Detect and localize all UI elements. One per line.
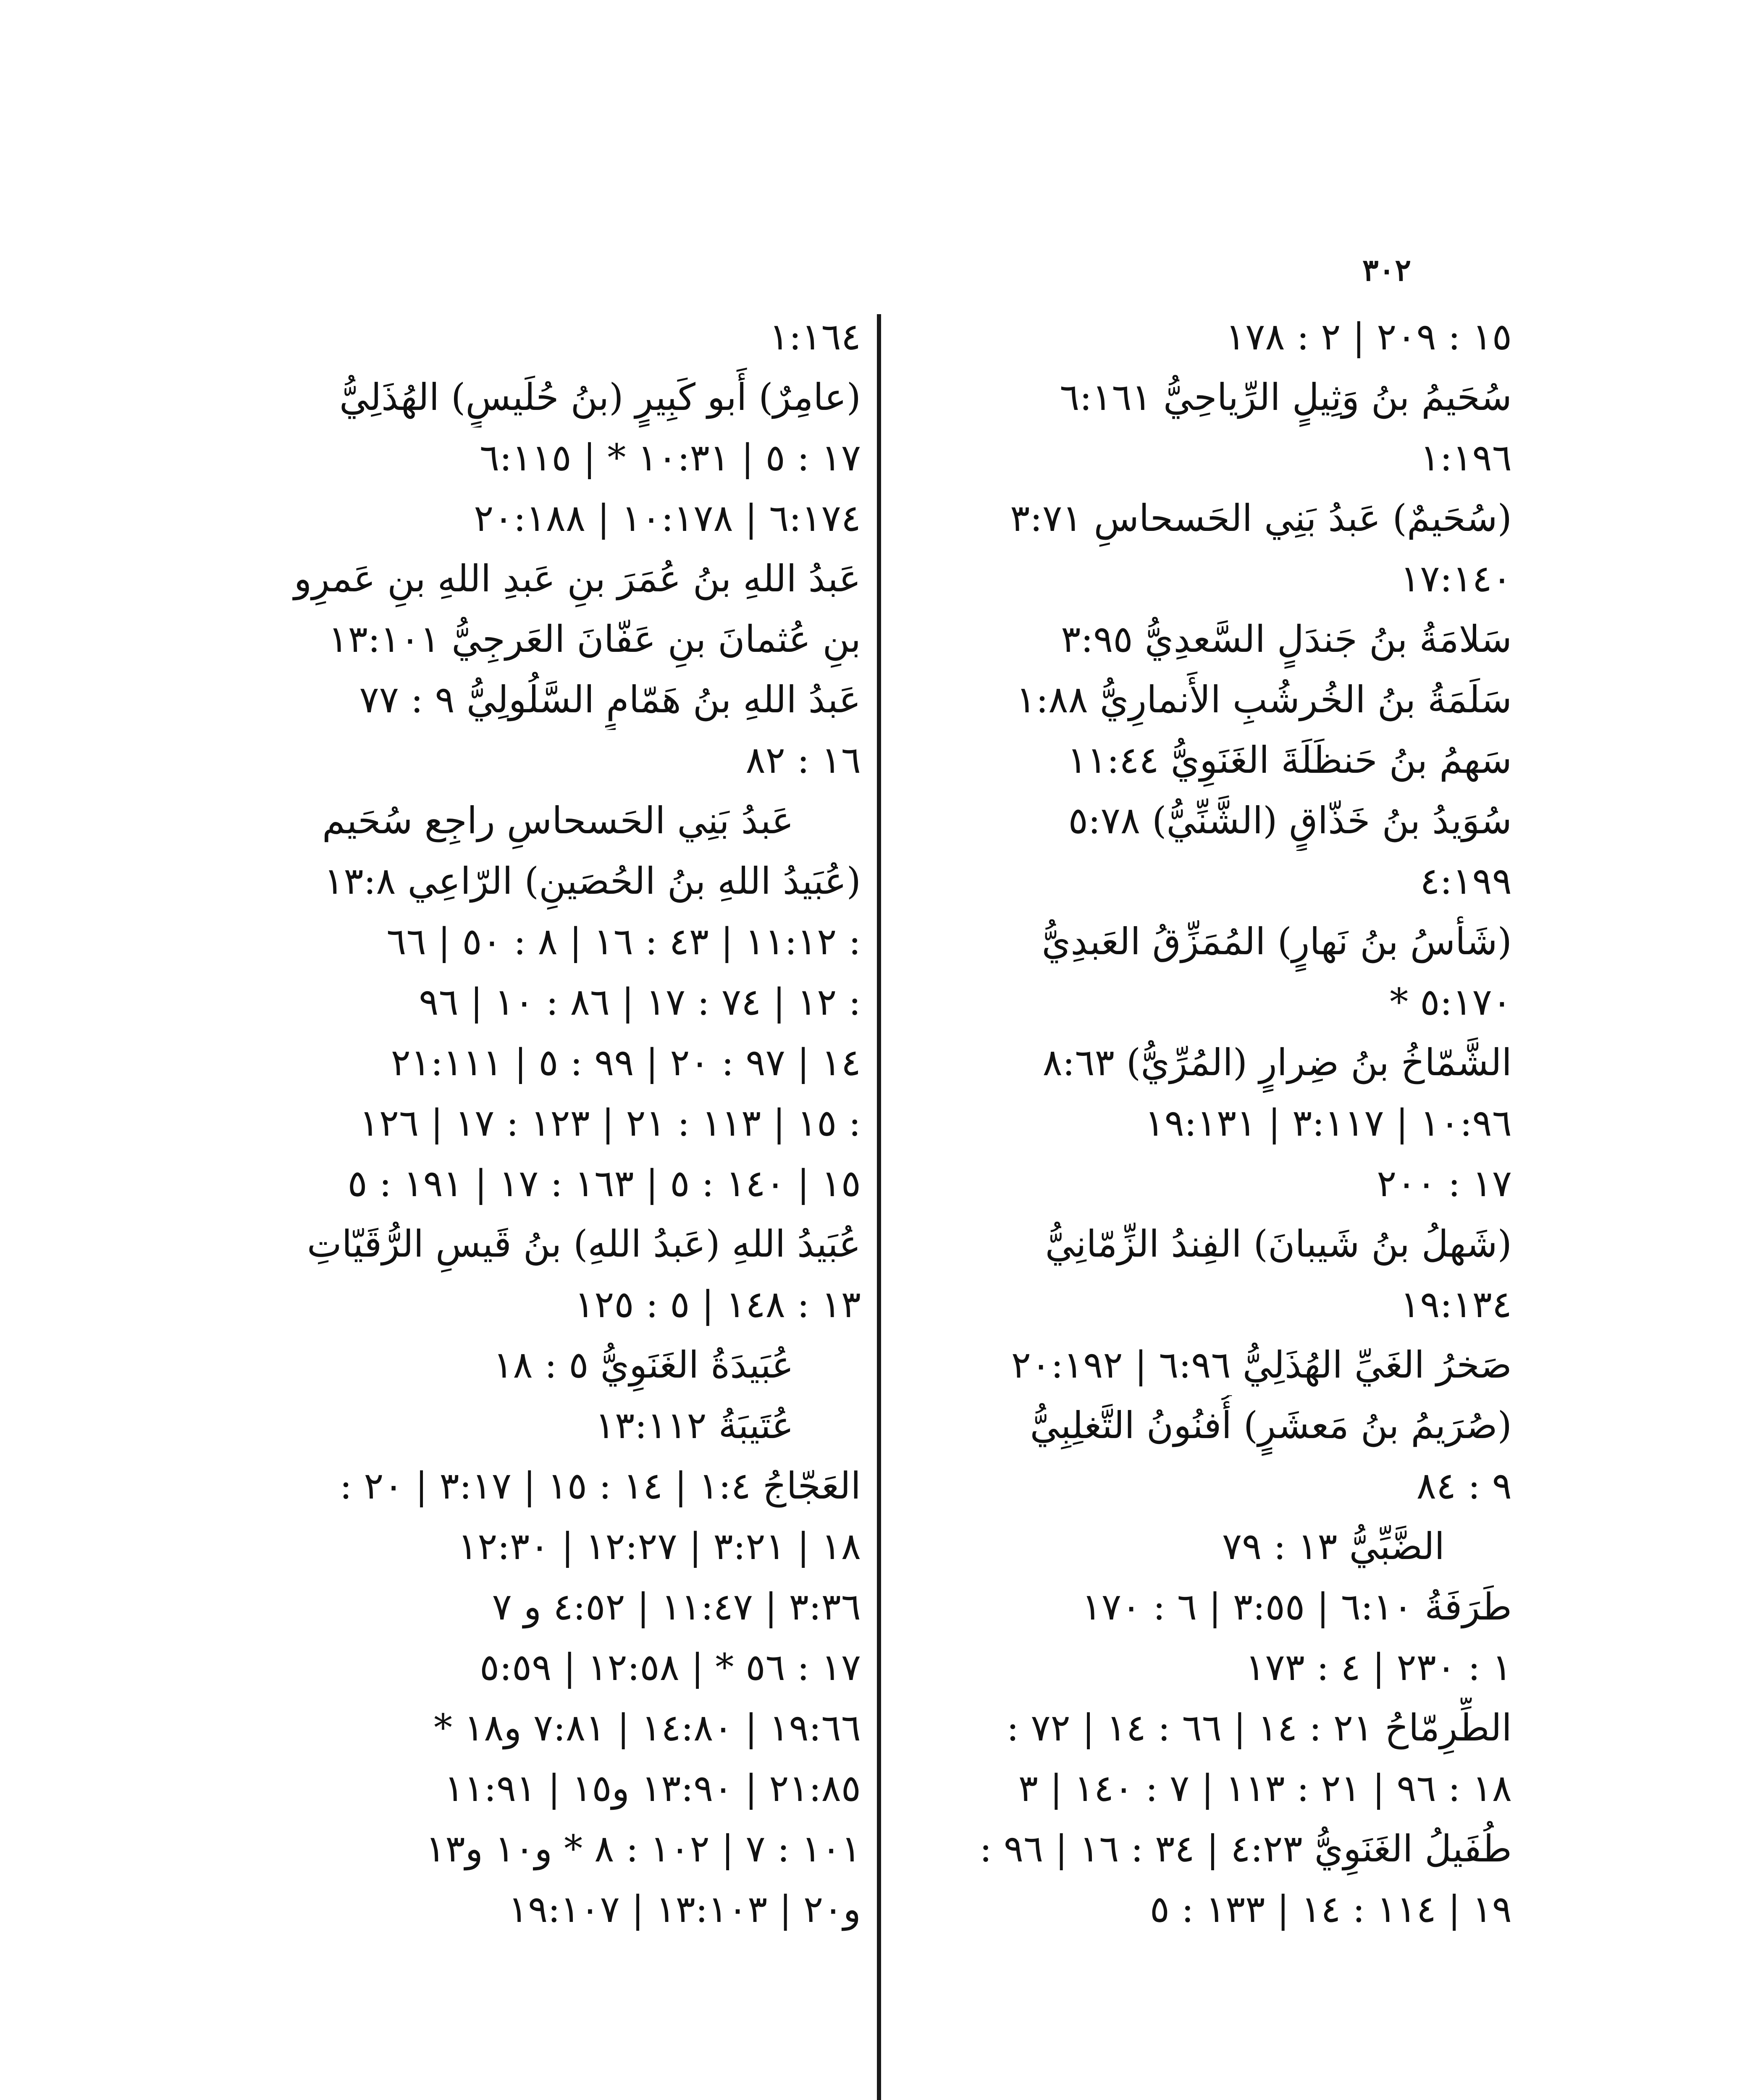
index-entry-line: ٦:١٧٤ | ١٠:١٧٨ | ٢٠:١٨٨ xyxy=(474,496,861,540)
index-entry-line: عَبدُ بَنِي الحَسحاسِ راجِع سُحَيم xyxy=(322,799,794,842)
index-entry-line: ١٧:١٤٠ xyxy=(1400,557,1512,600)
index-entry-line: طُفَيلُ الغَنَوِيُّ ٤:٢٣ | ٣٤ : ١٦ | ٩٦ : xyxy=(979,1827,1512,1870)
index-entry-line: ١٨ | ٣:٢١ | ١٢:٢٧ | ١٢:٣٠ xyxy=(457,1525,861,1568)
index-entry-line: بنِ عُثمانَ بنِ عَفّانَ العَرجِيُّ ١٣:١٠١ xyxy=(328,617,861,661)
index-entry-line: العَجّاجُ ١:٤ | ١٤ : ١٥ | ٣:١٧ | ٢٠ : xyxy=(339,1464,861,1507)
index-entry-line: ١٤ | ٩٧ : ٢٠ | ٩٩ : ٥ | ٢١:١١١ xyxy=(391,1041,861,1084)
index-entry-line: (عامِرٌ) أَبو كَبِيرٍ (بنُ حُلَيسٍ) الهُذَلِيُّ xyxy=(339,375,861,419)
index-entry-line: ١٧ : ٥٦ * | ١٢:٥٨ | ٥:٥٩ xyxy=(480,1646,861,1689)
index-entry-line: ١٧ : ٢٠٠ xyxy=(1377,1162,1512,1205)
index-entry-line: ١٠١ : ٧ | ١٠٢ : ٨ * و١٠ و١٣ xyxy=(425,1827,861,1870)
index-entry-line: صَخرُ الغَيِّ الهُذَلِيُّ ٦:٩٦ | ٢٠:١٩٢ xyxy=(1011,1343,1512,1386)
index-entry-line: ١٩:١٣٤ xyxy=(1400,1283,1512,1326)
index-entry-line: عُبَيدَةُ الغَنَوِيُّ ٥ : ١٨ xyxy=(493,1343,794,1386)
index-entry-line: (صُرَيمُ بنُ مَعشَرٍ) أُفنُونُ التَّغلِبِيُّ xyxy=(1030,1404,1512,1447)
index-entry-line: ٤:١٩٩ xyxy=(1420,859,1512,903)
index-entry-line: ١:١٦٤ xyxy=(769,315,861,358)
index-entry-line: ١ : ٢٣٠ | ٤ : ١٧٣ xyxy=(1245,1646,1512,1689)
index-entry-line: ١٥ : ٢٠٩ | ٢ : ١٧٨ xyxy=(1225,315,1512,358)
index-entry-line: عُبَيدُ اللهِ (عَبدُ اللهِ) بنُ قَيسِ الرُّقَيّاتِ xyxy=(307,1222,861,1265)
index-entry-line: ٢١:٨٥ | ١٣:٩٠ و١٥ | ١١:٩١ xyxy=(444,1767,861,1810)
index-entry-line: ١٦ : ٨٢ xyxy=(745,738,861,782)
index-entry-line: (سُحَيمٌ) عَبدُ بَنِي الحَسحاسِ ٣:٧١ xyxy=(1010,496,1512,540)
index-column-left xyxy=(248,307,861,1940)
index-entry-line: الضَّبِّيُّ ١٣ : ٧٩ xyxy=(1222,1525,1445,1568)
index-entry-line: سَلَمَةُ بنُ الخُرشُبِ الأَنمارِيُّ ١:٨٨ xyxy=(1016,678,1512,721)
index-entry-line: عَبدُ اللهِ بنُ عُمَرَ بنِ عَبدِ اللهِ بنِ عَمرِو xyxy=(294,557,861,600)
index-entry-line: سَهمُ بنُ حَنظَلَةَ الغَنَوِيُّ ١١:٤٤ xyxy=(1067,738,1512,782)
index-entry-line: سُوَيدُ بنُ خَذّاقٍ (الشَّنِّيُّ) ٥:٧٨ xyxy=(1068,799,1512,842)
index-entry-line: ١٩:٦٦ | ١٤:٨٠ | ٧:٨١ و١٨ * xyxy=(433,1706,861,1749)
index-entry-line: ١٢ | ٧٤ : ١٧ | ٨٦ : ١٠ | ٩٦ : xyxy=(419,980,861,1024)
index-entry-line: ١٩ | ١١٤ : ١٤ | ١٣٣ : ٥ xyxy=(1149,1887,1512,1931)
index-column-right xyxy=(899,307,1512,1940)
index-entry-line: ١٥ | ١١٣ : ٢١ | ١٢٣ : ١٧ | ١٢٦ : xyxy=(359,1101,861,1144)
index-entry-line: ١١:١٢ | ٤٣ : ١٦ | ٨ : ٥٠ | ٦٦ : xyxy=(386,920,861,963)
index-entry-line: سَلامَةُ بنُ جَندَلٍ السَّعدِيُّ ٣:٩٥ xyxy=(1061,617,1512,661)
index-entry-line: و٢٠ | ١٣:١٠٣ | ١٩:١٠٧ xyxy=(508,1887,861,1931)
page-number: ٣٠٢ xyxy=(1362,252,1411,288)
index-entry-line: ٩ : ٨٤ xyxy=(1416,1464,1512,1507)
index-entry-line: (شَهلُ بنُ شَيبانَ) الفِندُ الزِّمّانِيُّ xyxy=(1045,1222,1512,1265)
index-entry-line: (شَأسُ بنُ نَهارٍ) المُمَزِّقُ العَبدِيُّ xyxy=(1042,920,1512,963)
index-entry-line: * ٥:١٧٠ xyxy=(1390,980,1512,1024)
index-entry-line: (عُبَيدُ اللهِ بنُ الحُصَينِ) الرّاعِي ١٣:٨ xyxy=(324,859,861,903)
index-entry-line: الشَّمّاخُ بنُ ضِرارٍ (المُرِّيُّ) ٨:٦٣ xyxy=(1042,1041,1512,1084)
index-entry-line: ١٣ : ١٤٨ | ٥ : ١٢٥ xyxy=(574,1283,861,1326)
index-entry-line: ١٨ : ٩٦ | ٢١ : ١١٣ | ٧ : ١٤٠ | ٣ xyxy=(1018,1767,1512,1810)
index-entry-line: عَبدُ اللهِ بنُ هَمّامٍ السَّلُولِيُّ ٩ : ٧٧ xyxy=(359,678,861,721)
index-entry-line: عُتَيبَةُ ١٣:١١٢ xyxy=(595,1404,794,1447)
index-entry-line: ٣:٣٦ | ١١:٤٧ | ٤:٥٢ و ٧ xyxy=(492,1585,861,1628)
index-entry-line: سُحَيمُ بنُ وَثِيلٍ الرِّياحِيُّ ٦:١٦١ xyxy=(1060,375,1512,419)
index-entry-line: الطِّرِمّاحُ ٢١ : ١٤ | ٦٦ : ١٤ | ٧٢ : xyxy=(1006,1706,1512,1749)
index-entry-line: ١:١٩٦ xyxy=(1420,436,1512,479)
index-entry-line: ١٧ : ٥ | ١٠:٣١ * | ٦:١١٥ xyxy=(480,436,861,479)
index-entry-line: طَرَفَةُ ٦:١٠ | ٣:٥٥ | ٦ : ١٧٠ xyxy=(1081,1585,1512,1628)
index-entry-line: ١٠:٩٦ | ٣:١١٧ | ١٩:١٣١ xyxy=(1144,1101,1512,1144)
column-divider xyxy=(877,314,881,2100)
index-entry-line: ١٥ | ١٤٠ : ٥ | ١٦٣ : ١٧ | ١٩١ : ٥ xyxy=(347,1162,861,1205)
